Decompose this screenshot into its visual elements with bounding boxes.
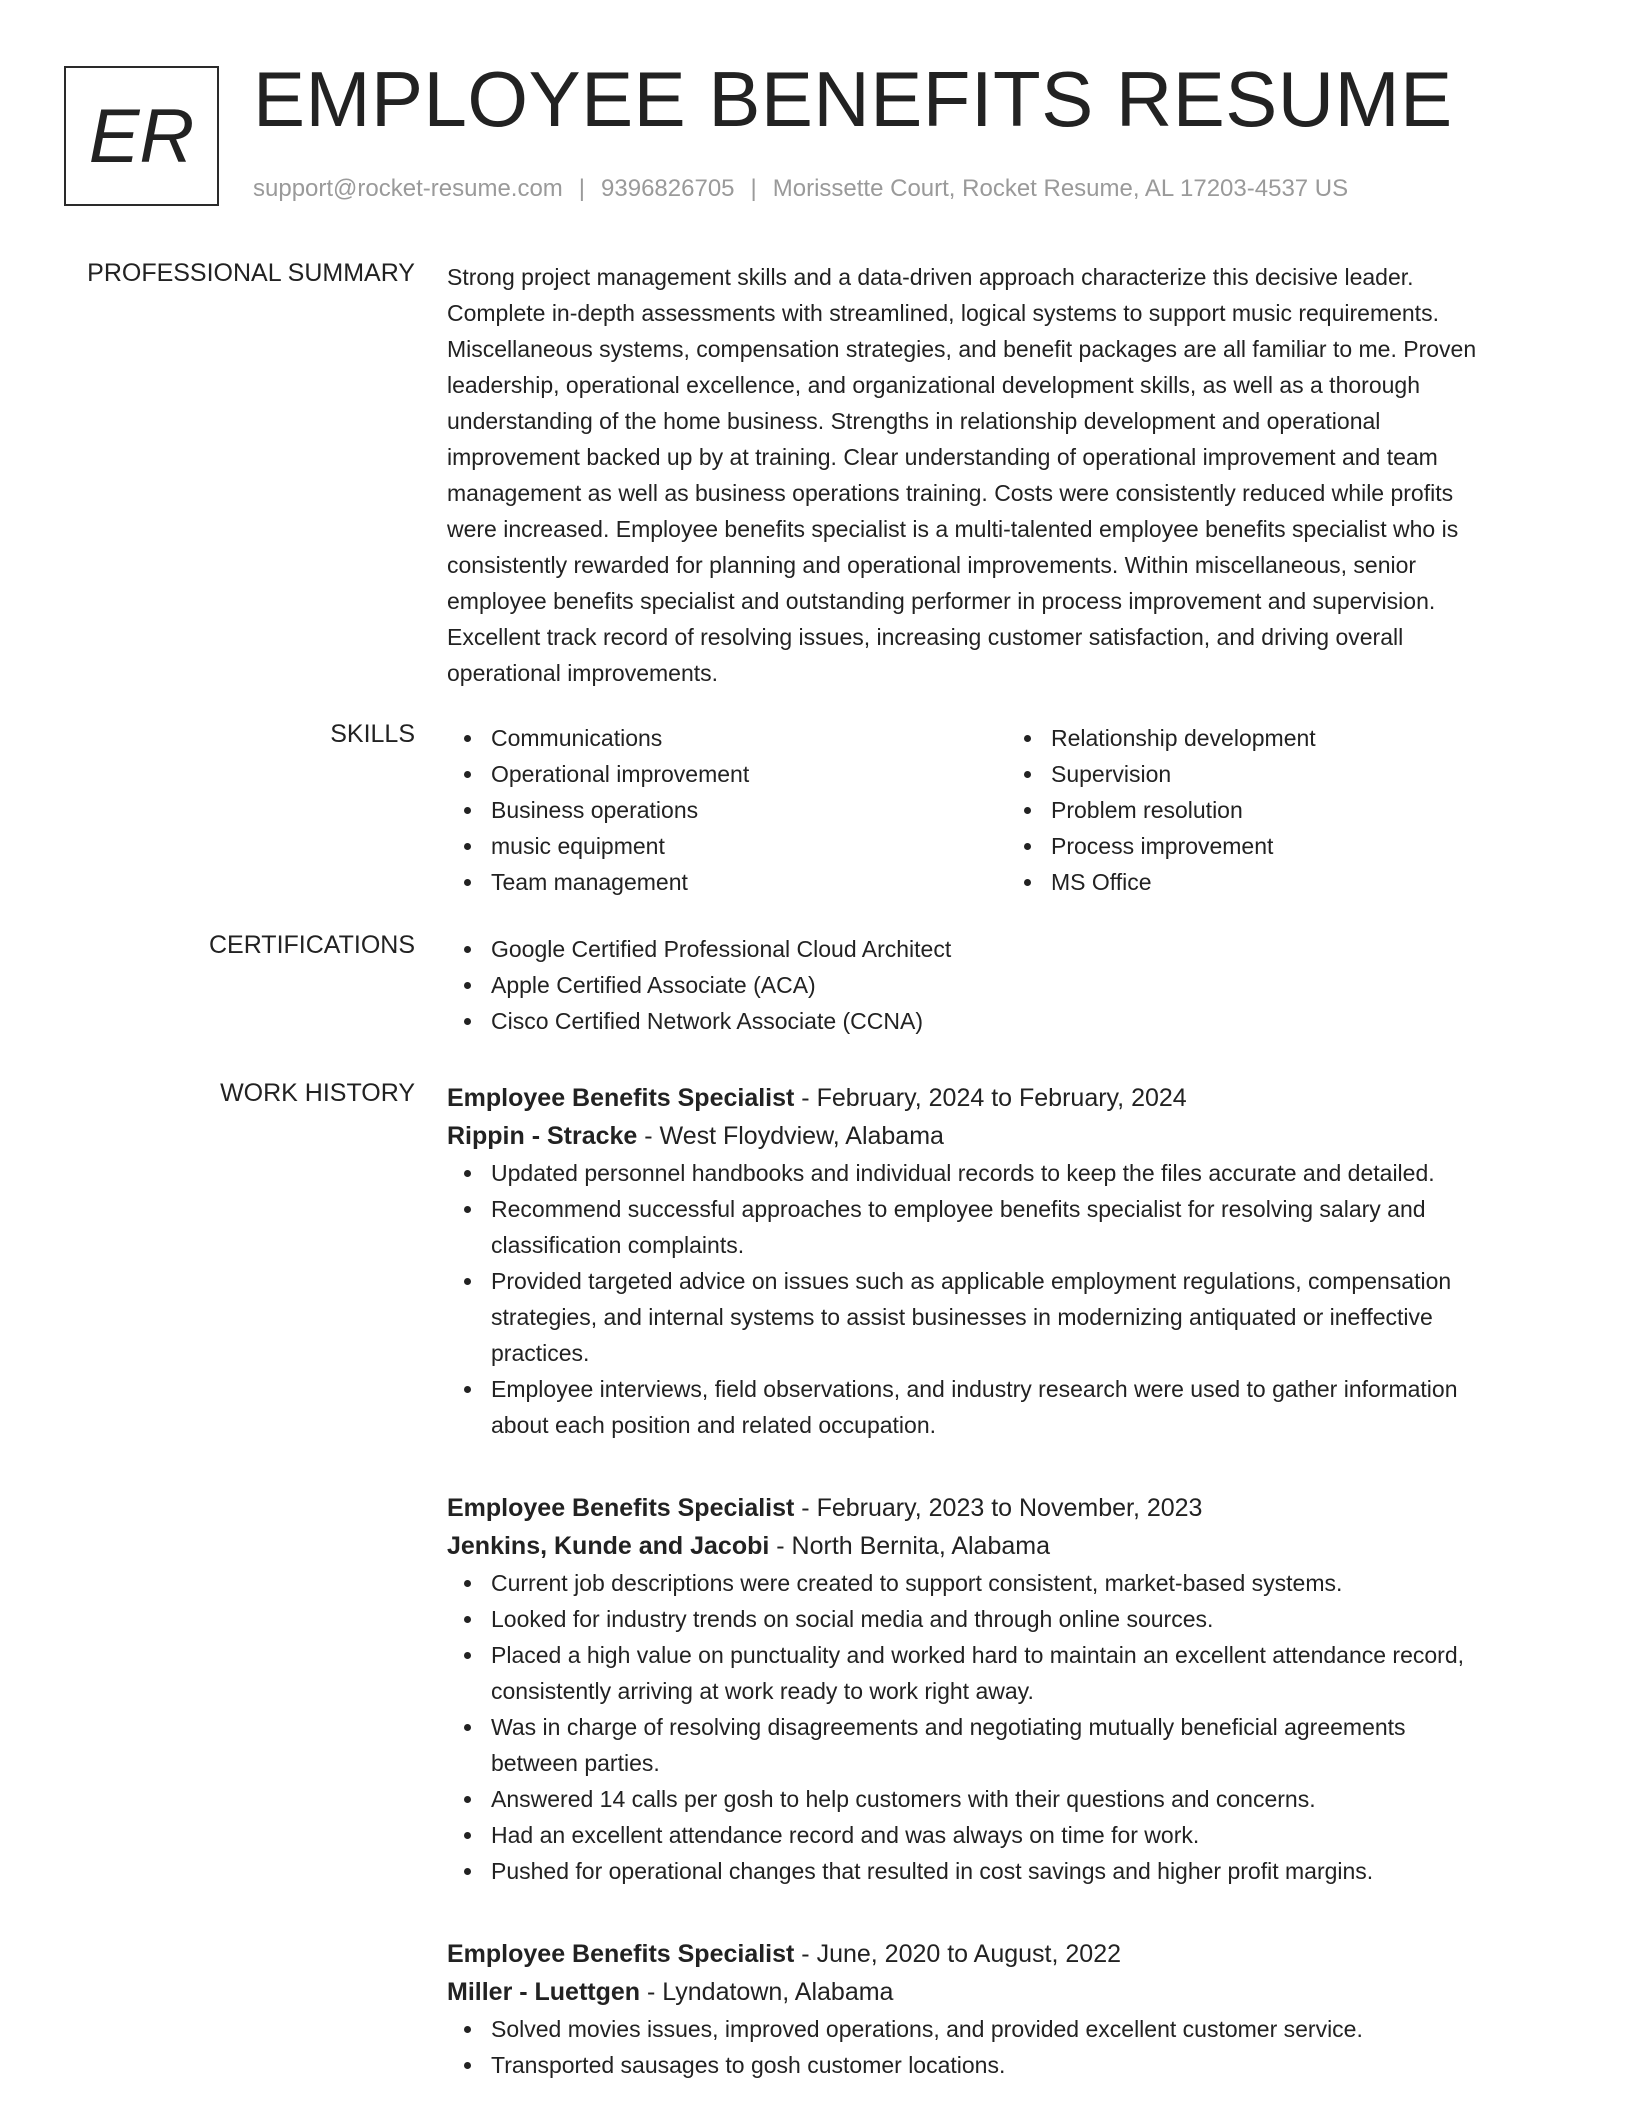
job-bullet-line: between parties. <box>491 1750 660 1776</box>
job-bullet-line: Employee interviews, field observations, and industry research were used to gather information <box>491 1376 1458 1402</box>
job-bullet <box>491 1601 1567 1637</box>
summary-line: management as well as business operations training. Costs were consistently reduced while profits <box>447 480 1454 506</box>
job-bullet <box>491 1263 1567 1371</box>
section-label-skills: SKILLS <box>330 720 415 748</box>
skill-item: MS Office <box>1051 864 1567 900</box>
skill-item: Communications <box>491 720 1007 756</box>
job-bullet-line: Placed a high value on punctuality and worked hard to maintain an excellent attendance record, <box>491 1642 1465 1668</box>
job-bullet <box>491 1817 1567 1853</box>
job-bullet <box>491 1637 1567 1709</box>
skill-item: Problem resolution <box>1051 792 1567 828</box>
summary-text <box>447 259 1567 691</box>
job-bullet <box>491 1853 1567 1889</box>
job-bullet-line: Was in charge of resolving disagreements and negotiating mutually beneficial agreements <box>491 1714 1406 1740</box>
job-bullet-line: practices. <box>491 1340 590 1366</box>
section-label-certifications: CERTIFICATIONS <box>208 931 415 959</box>
section-label-summary: PROFESSIONAL SUMMARY <box>87 259 415 287</box>
contact-separator: | <box>578 175 586 202</box>
monogram-initials: ER <box>88 93 195 179</box>
summary-line: operational improvements. <box>447 660 719 686</box>
summary-line: leadership, operational excellence, and organizational development skills, as well as a thorough <box>447 372 1420 398</box>
job-company-line <box>447 1527 1567 1565</box>
job-bullet-line: Answered 14 calls per gosh to help customers with their questions and concerns. <box>491 1786 1316 1812</box>
job-bullet-line: Had an excellent attendance record and was always on time for work. <box>491 1822 1200 1848</box>
summary-line: consistently rewarded for planning and operational improvements. Within miscellaneous, senior <box>447 552 1417 578</box>
summary-line: Miscellaneous systems, compensation strategies, and benefit packages are all familiar to me. Proven <box>447 336 1477 362</box>
certification-item: Apple Certified Associate (ACA) <box>491 967 1567 1003</box>
job-bullet-line: Updated personnel handbooks and individual records to keep the files accurate and detailed. <box>491 1160 1435 1186</box>
job-title: Employee Benefits Specialist <box>447 1940 795 1968</box>
job-bullet <box>491 1565 1567 1601</box>
job-location: - West Floydview, Alabama <box>637 1122 944 1150</box>
skills-column-2 <box>1007 720 1567 900</box>
job-bullet-line: Recommend successful approaches to employee benefits specialist for resolving salary and <box>491 1196 1426 1222</box>
skills-column-1 <box>447 720 1007 900</box>
job-bullets <box>447 1155 1567 1443</box>
job-dates: - February, 2024 to February, 2024 <box>794 1084 1187 1112</box>
contact-address: Morissette Court, Rocket Resume, AL 17203-4537 US <box>772 175 1349 202</box>
contact-phone: 9396826705 <box>601 175 735 202</box>
skill-item: Team management <box>491 864 1007 900</box>
job-company: Rippin - Stracke <box>447 1122 638 1150</box>
job-bullet-line: Provided targeted advice on issues such as applicable employment regulations, compensation <box>491 1268 1452 1294</box>
job-bullet-line: classification complaints. <box>491 1232 745 1258</box>
job-location: - Lyndatown, Alabama <box>640 1978 894 2006</box>
skills-body <box>447 720 1567 900</box>
job-bullet-line: Pushed for operational changes that resulted in cost savings and higher profit margins. <box>491 1858 1374 1884</box>
job-bullet-line: about each position and related occupation. <box>491 1412 936 1438</box>
job-bullets <box>447 1565 1567 1889</box>
job-bullet-line: Looked for industry trends on social media and through online sources. <box>491 1606 1214 1632</box>
job-dates: - February, 2023 to November, 2023 <box>794 1494 1203 1522</box>
job-company: Jenkins, Kunde and Jacobi <box>447 1532 770 1560</box>
job-entry <box>447 1935 1567 2083</box>
resume-title: EMPLOYEE BENEFITS RESUME <box>253 55 1453 143</box>
work-history-body <box>447 1079 1567 2083</box>
job-dates: - June, 2020 to August, 2022 <box>794 1940 1121 1968</box>
job-title-line <box>447 1079 1567 1117</box>
job-title-line <box>447 1489 1567 1527</box>
job-bullet <box>491 2047 1567 2083</box>
job-bullet-line: Current job descriptions were created to support consistent, market-based systems. <box>491 1570 1343 1596</box>
certifications-list <box>447 931 1567 1039</box>
summary-line: Complete in-depth assessments with streamlined, logical systems to support music requirements. <box>447 300 1439 326</box>
summary-line: improvement backed up by at training. Clear understanding of operational improvement and team <box>447 444 1438 470</box>
job-entry <box>447 1079 1567 1443</box>
job-company-line <box>447 1117 1567 1155</box>
certification-item: Google Certified Professional Cloud Architect <box>491 931 1567 967</box>
summary-line: understanding of the home business. Strengths in relationship development and operational <box>447 408 1381 434</box>
job-bullet-line: strategies, and internal systems to assist businesses in modernizing antiquated or ineffective <box>491 1304 1433 1330</box>
job-bullet-line: consistently arriving at work ready to work right away. <box>491 1678 1034 1704</box>
job-title-line <box>447 1935 1567 1973</box>
job-company: Miller - Luettgen <box>447 1978 641 2006</box>
job-title: Employee Benefits Specialist <box>447 1494 795 1522</box>
summary-line: employee benefits specialist and outstanding performer in process improvement and supervision. <box>447 588 1436 614</box>
summary-line: were increased. Employee benefits specialist is a multi-talented employee benefits specialist who is <box>447 516 1459 542</box>
job-bullet <box>491 1155 1567 1191</box>
job-bullet <box>491 1371 1567 1443</box>
job-bullet <box>491 1781 1567 1817</box>
summary-line: Excellent track record of resolving issues, increasing customer satisfaction, and driving overall <box>447 624 1404 650</box>
job-bullet <box>491 1709 1567 1781</box>
certification-item: Cisco Certified Network Associate (CCNA) <box>491 1003 1567 1039</box>
job-bullet-line: Transported sausages to gosh customer locations. <box>491 2052 1006 2078</box>
skill-item: Process improvement <box>1051 828 1567 864</box>
skill-item: Supervision <box>1051 756 1567 792</box>
contact-email: support@rocket-resume.com <box>253 175 563 202</box>
job-bullets <box>447 2011 1567 2083</box>
job-bullet <box>491 1191 1567 1263</box>
skill-item: music equipment <box>491 828 1007 864</box>
monogram-box <box>64 66 219 206</box>
certifications-body <box>447 931 1567 1039</box>
contact-separator: | <box>750 175 757 202</box>
job-bullet-line: Solved movies issues, improved operations, and provided excellent customer service. <box>491 2016 1363 2042</box>
job-company-line <box>447 1973 1567 2011</box>
job-entry <box>447 1489 1567 1889</box>
section-label-work-history: WORK HISTORY <box>220 1079 415 1107</box>
contact-line <box>253 175 1348 203</box>
skill-item: Business operations <box>491 792 1007 828</box>
job-title: Employee Benefits Specialist <box>447 1084 795 1112</box>
job-location: - North Bernita, Alabama <box>769 1532 1051 1560</box>
summary-line: Strong project management skills and a data-driven approach characterize this decisive leader. <box>447 264 1414 290</box>
skill-item: Relationship development <box>1051 720 1567 756</box>
job-bullet <box>491 2011 1567 2047</box>
skill-item: Operational improvement <box>491 756 1007 792</box>
